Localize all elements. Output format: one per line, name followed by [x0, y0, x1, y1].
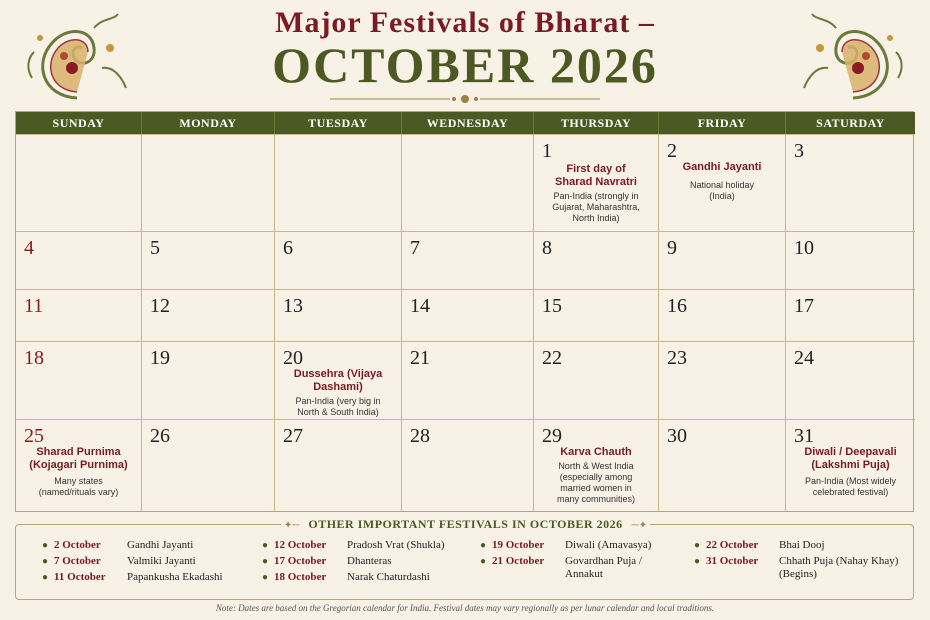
calendar-cell-day-9	[659, 231, 786, 289]
day-number: 26	[150, 425, 170, 447]
event-description: Pan-India (Most widely celebrated festival)	[804, 476, 897, 497]
festival-date: 2 October	[54, 539, 101, 551]
other-festivals-heading	[16, 515, 915, 533]
festival-name: Bhai Dooj	[779, 539, 825, 551]
festival-date: 11 October	[54, 571, 106, 583]
day-number: 28	[410, 425, 430, 447]
day-header-wednesday: WEDNESDAY	[402, 112, 534, 134]
calendar-cell-day-27	[275, 419, 402, 511]
day-number: 17	[794, 295, 814, 317]
event-sharad-purnima	[16, 446, 141, 498]
bullet-icon: ●	[42, 540, 49, 551]
day-number: 10	[794, 237, 814, 259]
calendar-cell-day-26	[142, 419, 275, 511]
bullet-icon: ●	[480, 540, 487, 551]
calendar-cell-empty	[275, 134, 402, 231]
calendar-cell-day-22	[534, 341, 659, 419]
festival-name: Narak Chaturdashi	[347, 571, 430, 583]
other-festivals-column-2	[262, 539, 476, 587]
calendar-cell-day-20	[275, 341, 402, 419]
calendar-cell-day-31	[786, 419, 915, 511]
day-number: 13	[283, 295, 303, 317]
calendar-cell-day-24	[786, 341, 915, 419]
list-item	[42, 555, 252, 568]
calendar-cell-day-10	[786, 231, 915, 289]
ornament-left-icon: ✦─	[281, 520, 302, 531]
list-item	[42, 571, 252, 584]
calendar-cell-day-12	[142, 289, 275, 341]
calendar-cell-day-4	[16, 231, 142, 289]
event-sharad-navratri	[534, 163, 658, 224]
calendar-cell-empty	[402, 134, 534, 231]
festival-date: 12 October	[274, 539, 327, 551]
page-title-line1: Major Festivals of Bharat –	[275, 6, 655, 39]
festival-name: Valmiki Jayanti	[127, 555, 196, 567]
calendar-cell-day-3	[786, 134, 915, 231]
festival-name: Papankusha Ekadashi	[127, 571, 223, 583]
event-description: North & West India (especially among married women in many communities)	[556, 461, 636, 504]
list-item	[694, 555, 909, 581]
day-number: 14	[410, 295, 430, 317]
festival-name: Govardhan Puja / Annakut	[565, 555, 642, 580]
calendar-cell-day-17	[786, 289, 915, 341]
event-title: Karva Chauth	[560, 446, 632, 458]
day-header-saturday: SATURDAY	[786, 112, 915, 134]
event-title: Diwali / Deepavali (Lakshmi Puja)	[804, 446, 897, 471]
calendar-cell-day-18	[16, 341, 142, 419]
day-number: 16	[667, 295, 687, 317]
bullet-icon: ●	[694, 556, 701, 567]
day-number: 1	[542, 140, 552, 162]
day-number: 19	[150, 347, 170, 369]
calendar-grid	[15, 111, 914, 512]
day-number: 31	[794, 425, 814, 447]
ornament-right-icon: ─✦	[629, 520, 650, 531]
day-number: 7	[410, 237, 420, 259]
festival-date: 22 October	[706, 539, 759, 551]
calendar-cell-day-14	[402, 289, 534, 341]
list-item	[262, 571, 476, 584]
other-festivals-box	[15, 517, 914, 600]
festival-name: Diwali (Amavasya)	[565, 539, 652, 551]
page-title-month: OCTOBER 2026	[272, 37, 658, 93]
bullet-icon: ●	[480, 556, 487, 567]
event-title: Dussehra (Vijaya Dashami)	[293, 368, 383, 393]
festival-date: 31 October	[706, 555, 759, 567]
day-number: 24	[794, 347, 814, 369]
day-number: 22	[542, 347, 562, 369]
event-diwali	[786, 446, 915, 498]
day-number: 30	[667, 425, 687, 447]
bullet-icon: ●	[262, 556, 269, 567]
day-number: 2	[667, 140, 677, 162]
calendar-cell-day-2	[659, 134, 786, 231]
other-festivals-title: OTHER IMPORTANT FESTIVALS IN OCTOBER 2026	[302, 517, 628, 531]
calendar-cell-day-29	[534, 419, 659, 511]
calendar-cell-day-16	[659, 289, 786, 341]
festival-date: 21 October	[492, 555, 545, 567]
event-karva-chauth	[534, 446, 658, 505]
calendar-cell-day-25	[16, 419, 142, 511]
calendar-cell-day-19	[142, 341, 275, 419]
day-number: 6	[283, 237, 293, 259]
day-number: 12	[150, 295, 170, 317]
event-description: Pan-India (very big in North & South India)	[295, 396, 381, 417]
calendar-cell-day-8	[534, 231, 659, 289]
festival-date: 7 October	[54, 555, 101, 567]
calendar-cell-empty	[16, 134, 142, 231]
bullet-icon: ●	[694, 540, 701, 551]
day-number: 9	[667, 237, 677, 259]
bullet-icon: ●	[42, 556, 49, 567]
event-title: Gandhi Jayanti	[682, 161, 762, 173]
festival-name: Pradosh Vrat (Shukla)	[347, 539, 445, 551]
day-header-monday: MONDAY	[142, 112, 275, 134]
event-description: National holiday (India)	[689, 180, 755, 201]
day-number: 27	[283, 425, 303, 447]
bullet-icon: ●	[262, 540, 269, 551]
calendar-cell-day-28	[402, 419, 534, 511]
list-item	[480, 555, 692, 581]
other-festivals-column-1	[42, 539, 252, 587]
event-dussehra	[275, 368, 401, 418]
day-number: 3	[794, 140, 804, 162]
calendar-cell-day-7	[402, 231, 534, 289]
festival-date: 18 October	[274, 571, 327, 583]
list-item	[42, 539, 252, 552]
event-description: Many states (named/rituals vary)	[38, 476, 119, 497]
list-item	[262, 539, 476, 552]
list-item	[694, 539, 909, 552]
event-title: First day of Sharad Navratri	[555, 163, 637, 188]
event-gandhi-jayanti	[659, 161, 785, 202]
day-number: 23	[667, 347, 687, 369]
bullet-icon: ●	[262, 572, 269, 583]
other-festivals-column-3	[480, 539, 692, 584]
day-number: 25	[24, 425, 44, 447]
event-description: Pan-India (strongly in Gujarat, Maharashtra, North India)	[552, 191, 640, 223]
calendar-cell-day-30	[659, 419, 786, 511]
calendar-cell-day-1	[534, 134, 659, 231]
day-number: 4	[24, 237, 34, 259]
festival-date: 19 October	[492, 539, 545, 551]
day-number: 21	[410, 347, 430, 369]
calendar-cell-day-15	[534, 289, 659, 341]
festival-name: Chhath Puja (Nahay Khay) (Begins)	[779, 555, 899, 580]
festival-name: Dhanteras	[347, 555, 392, 567]
footer-note: Note: Dates are based on the Gregorian calendar for India. Festival dates may vary regionally as per lunar calendar and local traditions.	[215, 603, 715, 613]
calendar-cell-day-23	[659, 341, 786, 419]
day-header-thursday: THURSDAY	[534, 112, 659, 134]
day-header-sunday: SUNDAY	[16, 112, 142, 134]
day-header-tuesday: TUESDAY	[275, 112, 402, 134]
list-item	[262, 555, 476, 568]
list-item	[480, 539, 692, 552]
bullet-icon: ●	[42, 572, 49, 583]
calendar-cell-day-5	[142, 231, 275, 289]
other-festivals-column-4	[694, 539, 909, 584]
day-number: 5	[150, 237, 160, 259]
day-number: 29	[542, 425, 562, 447]
calendar-cell-day-6	[275, 231, 402, 289]
festival-date: 17 October	[274, 555, 327, 567]
festival-name: Gandhi Jayanti	[127, 539, 194, 551]
event-title: Sharad Purnima (Kojagari Purnima)	[29, 446, 128, 471]
day-number: 8	[542, 237, 552, 259]
day-number: 18	[24, 347, 44, 369]
day-header-friday: FRIDAY	[659, 112, 786, 134]
calendar-cell-day-11	[16, 289, 142, 341]
title-divider-ornament	[330, 90, 600, 108]
day-number: 11	[24, 295, 44, 317]
calendar-cell-empty	[142, 134, 275, 231]
day-number: 15	[542, 295, 562, 317]
day-number: 20	[283, 347, 303, 369]
calendar-cell-day-13	[275, 289, 402, 341]
calendar-cell-day-21	[402, 341, 534, 419]
